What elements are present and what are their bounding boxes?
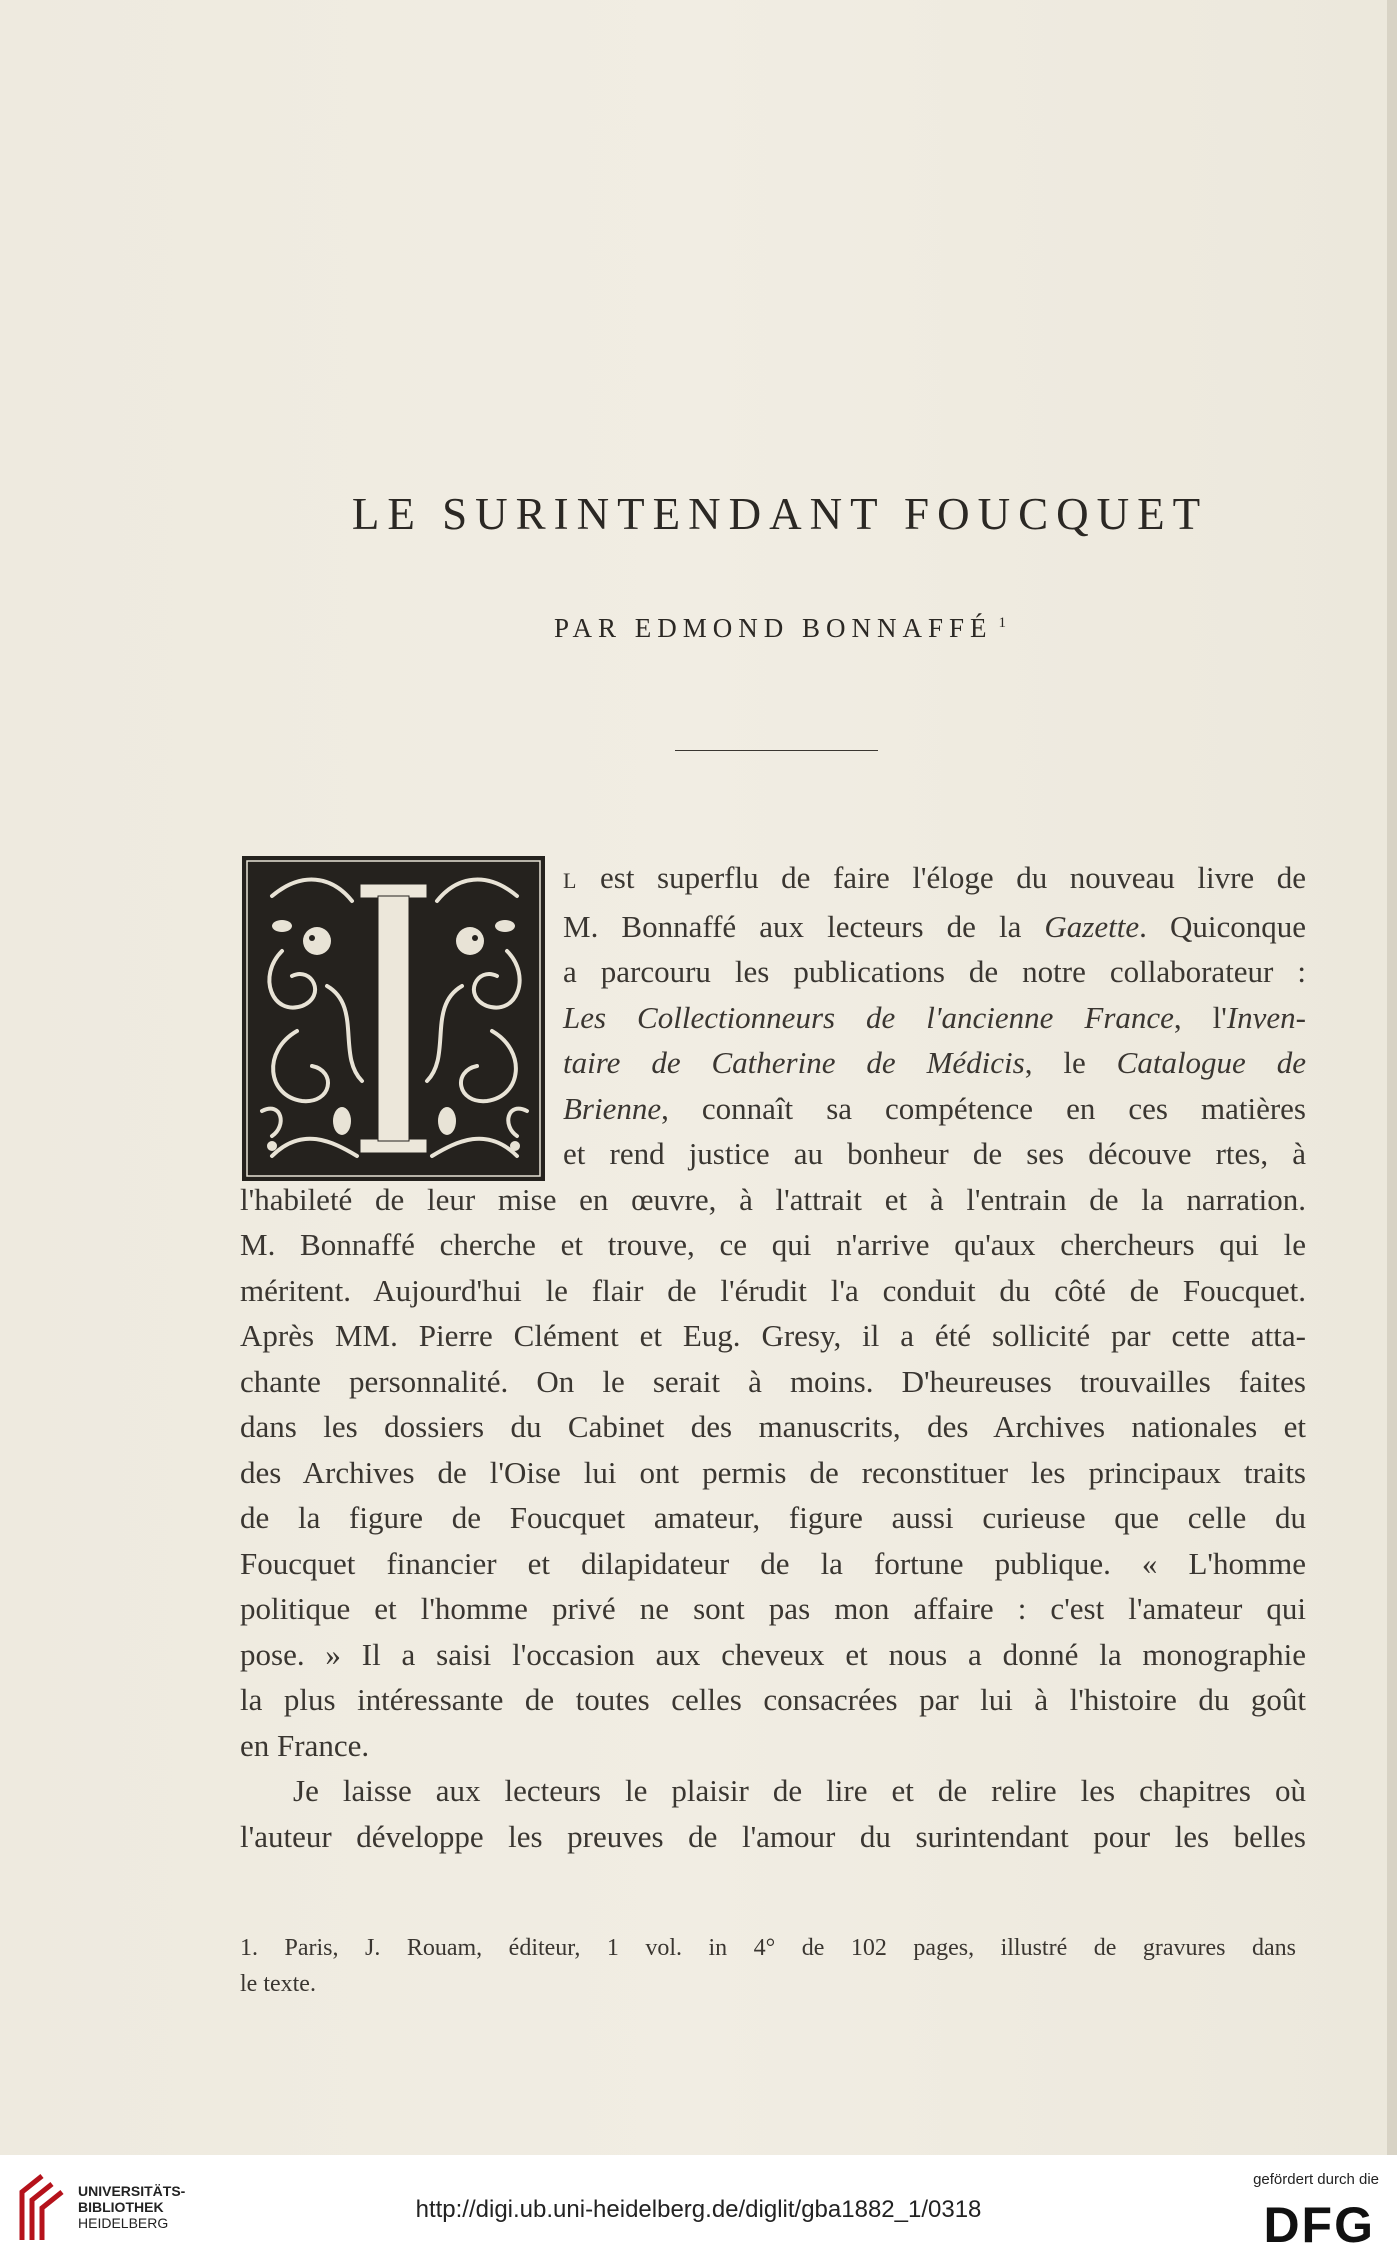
body-line: et rend justice au bonheur de ses découve rtes, à [563, 1136, 1306, 1171]
permalink-url[interactable]: http://digi.ub.uni-heidelberg.de/diglit/gba1882_1/0318 [415, 2196, 982, 2223]
library-name-line: HEIDELBERG [78, 2215, 169, 2231]
body-line: M. Bonnaffé cherche et trouve, ce qui n'arrive qu'aux chercheurs qui le [240, 1227, 1306, 1262]
body-line-1: L est superflu de faire l'éloge du nouveau livre de [563, 860, 1306, 895]
article-body [240, 855, 1306, 1859]
library-name-line: BIBLIOTHEK [78, 2199, 164, 2215]
funding-note: gefördert durch die [1253, 2171, 1379, 2188]
body-line: Foucquet financier et dilapidateur de la fortune publique. « L'homme [240, 1545, 1306, 1581]
body-line: des Archives de l'Oise lui ont permis de reconstituer les principaux traits [240, 1454, 1306, 1490]
body-line-5: taire de Catherine de Médicis, le Catalogue de [563, 1045, 1306, 1080]
body-line: pose. » Il a saisi l'occasion aux cheveux et nous a donné la monographie [240, 1636, 1306, 1672]
body-line: a parcouru les publications de notre collaborateur : [563, 954, 1306, 989]
body-line: l'habileté de leur mise en œuvre, à l'attrait et à l'entrain de la narration. [240, 1181, 1306, 1217]
footnote-line: le texte. [240, 1971, 316, 1997]
body-line: méritent. Aujourd'hui le flair de l'érudit l'a conduit du côté de Foucquet. [240, 1272, 1306, 1308]
dfg-logo: DFG [1263, 2197, 1375, 2253]
body-line: de la figure de Foucquet amateur, figure aussi curieuse que celle du [240, 1500, 1306, 1535]
body-line: la plus intéressante de toutes celles consacrées par lui à l'histoire du goût [240, 1682, 1306, 1717]
byline [0, 613, 1397, 644]
body-line-2: M. Bonnaffé aux lecteurs de la Gazette. Quiconque [563, 908, 1306, 944]
footnote [240, 1930, 1296, 2002]
body-line: en France. [240, 1727, 370, 1763]
footnote-marker: 1 [998, 615, 1007, 631]
page-edge [1387, 0, 1397, 2155]
body-line-4: Les Collectionneurs de l'ancienne France, l'Inven- [563, 999, 1306, 1035]
body-line: politique et l'homme privé ne sont pas mon affaire : c'est l'amateur qui [240, 1591, 1306, 1626]
footnote-line: 1. Paris, J. Rouam, éditeur, 1 vol. in 4° de 102 pages, illustré de gravures dans [240, 1935, 1296, 1961]
library-name-line: UNIVERSITÄTS- [78, 2183, 186, 2199]
byline-text: PAR EDMOND BONNAFFÉ [553, 613, 993, 643]
title-divider [675, 750, 878, 751]
body-line: l'auteur développe les preuves de l'amour du surintendant pour les belles [240, 1818, 1306, 1854]
body-line: dans les dossiers du Cabinet des manuscrits, des Archives nationales et [240, 1409, 1306, 1444]
body-line: chante personnalité. On le serait à moins. D'heureuses trouvailles faites [240, 1363, 1306, 1399]
body-line: Je laisse aux lecteurs le plaisir de lire et de relire les chapitres où [293, 1773, 1306, 1808]
body-line: Après MM. Pierre Clément et Eug. Gresy, il a été sollicité par cette atta- [240, 1318, 1306, 1353]
article-title: LE SURINTENDANT FOUCQUET [351, 489, 1209, 539]
body-line-6: Brienne, connaît sa compétence en ces matières [563, 1090, 1306, 1126]
